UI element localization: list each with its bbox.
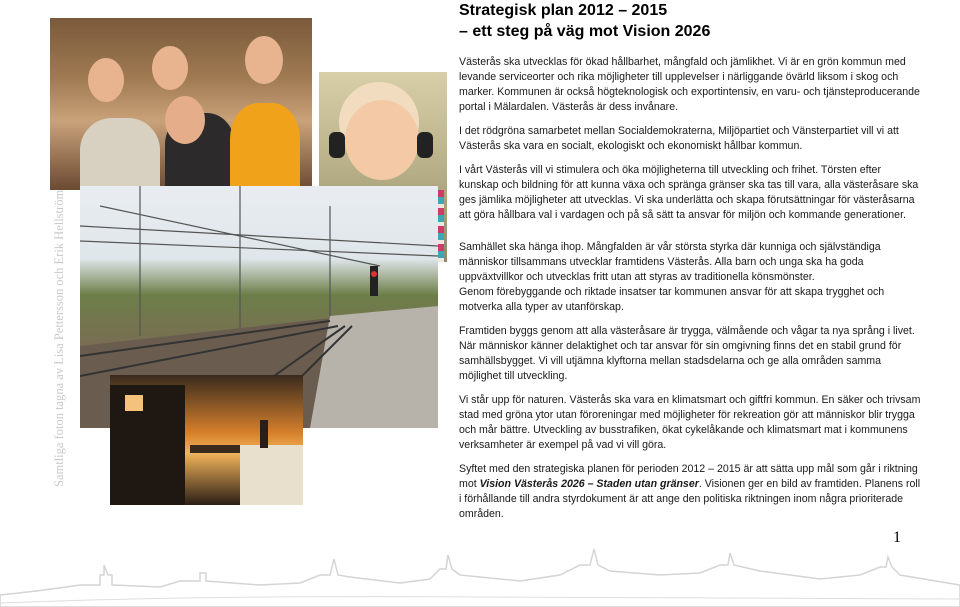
photo-credit: Samtliga foton tagna av Lisa Pettersson och Erik Hellström [52,189,66,487]
paragraph-future: Framtiden byggs genom att alla västeråsare är trygga, välmående och vågar ta nya språng i livet. När människor känner delaktighet och tar ansvar för sin omgivning finns det en stabil grund för samhällsbygget. Vi vill utjämna klyftorna mellan stadsdelarna och ge alla områden samma möjlighet till utveckling. [459,325,915,382]
paragraph-development: I vårt Västerås vill vi stimulera och öka möjligheterna till utveckling och frihet. Törsten efter kunskap och bildning för att kunna växa och spränga gränser ska tas till vara, alla västeråsare ska ges jämlika möjligheter att utvecklas. Vi ska underlätta och skapa förutsättningar för västeråsarna att göra hållbara val i vardagen och på så sätt ta ansvar för miljön och kommande generationer. [459,164,919,221]
paragraph-purpose [459,462,921,522]
body-text [459,55,921,530]
city-skyline-decoration [0,545,960,607]
paragraph-intro: Västerås ska utvecklas för ökad hållbarhet, mångfald och jämlikhet. Vi är en grön kommun med levande serviceorter och rika möjligheter till upplevelser i närliggande övärld liksom i skog och marker. Kommunen är också högteknologisk och exportintensiv, en varu- och tjänsteproducerande portal i Mälardalen. Västerås är dess invånare. [459,56,920,113]
photo-boat-sunset [110,375,303,505]
purpose-text-before: Syftet med den strategiska planen för perioden 2012 – 2015 är att sätta upp mål som går i riktning mot [459,463,918,490]
page-number: 1 [893,529,901,546]
document-subtitle: – ett steg på väg mot Vision 2026 [459,23,711,40]
paragraph-prevention: Genom förebyggande och riktade insatser tar kommunen ansvar för att skapa trygghet och motverka alla typer av utanförskap. [459,286,885,313]
vision-emphasis: Vision Västerås 2026 – Staden utan gränser [479,478,699,490]
paragraph-cooperation: I det rödgröna samarbetet mellan Socialdemokraterna, Miljöpartiet och Vänsterpartiet vill vi att Västerås ska vara en socialt, ekologiskt och ekonomiskt hållbar kommun. [459,125,899,152]
document-title: Strategisk plan 2012 – 2015 [459,2,668,19]
paragraph-nature: Vi står upp för naturen. Västerås ska vara en klimatsmart och giftfri kommun. En säker och trivsam stad med gröna ytor utan föroreningar med möjligheter för rekreation gör att människor blir trygga och mår bättre. Utveckling av busstrafiken, ökat cykelåkande och klimatsmart mat i kommunens verksamheter är exempel på vad vi vill göra. [459,394,921,451]
purpose-text-after: . Visionen ger en bild av framtiden. Planens roll i förhållande till andra styrdokument är att ange den politiska riktningen inom några prioriterade områden. [459,478,921,520]
photo-group-laughing [50,18,312,190]
paragraph-society: Samhället ska hänga ihop. Mångfalden är vår största styrka där kunniga och självständiga människor tillsammans utvecklar framtidens Västerås. Alla barn och unga ska ha goda uppväxtvillkor och utvecklas fritt utan att styras av traditionella könsmönster. [459,241,881,283]
